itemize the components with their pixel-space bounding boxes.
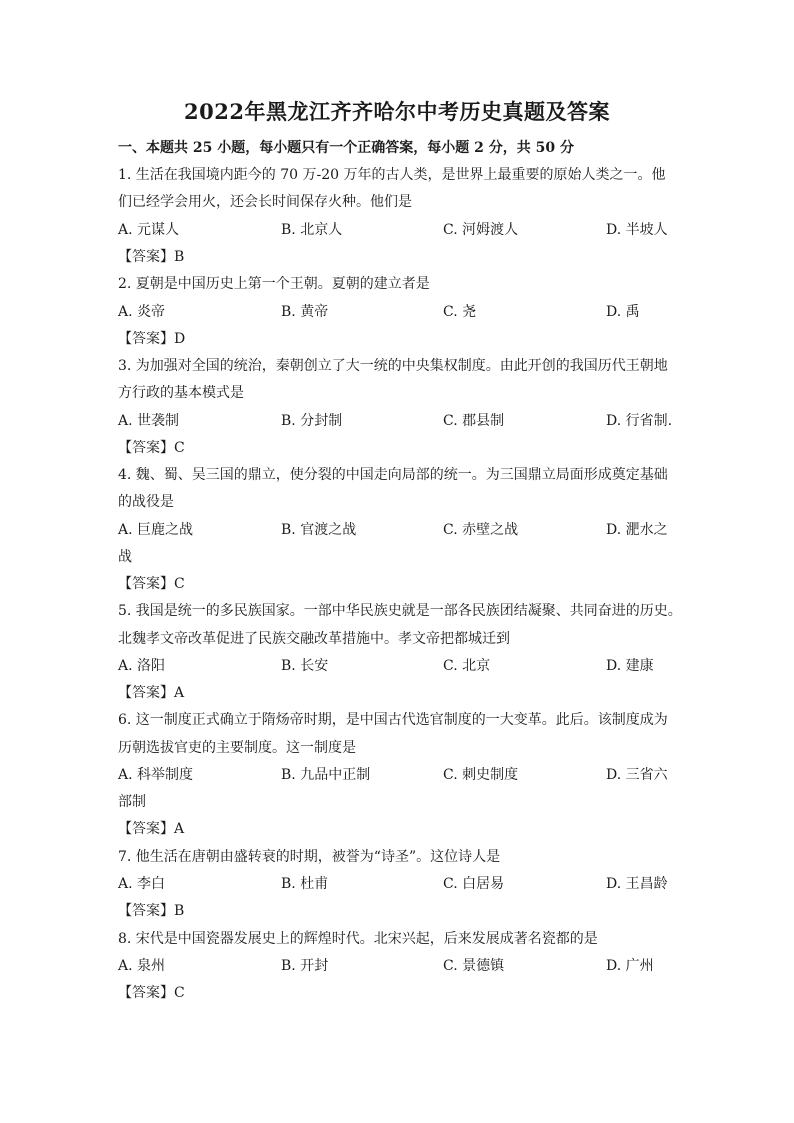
question-3-option-a: A. 世袭制 xyxy=(118,413,180,429)
answer-label: 【答案】 xyxy=(118,440,174,456)
question-6-option-a: A. 科举制度 xyxy=(118,767,194,783)
question-1-option-b: B. 北京人 xyxy=(281,222,343,238)
question-8-option-d: D. 广州 xyxy=(606,958,654,974)
question-8-option-c: C. 景德镇 xyxy=(443,958,505,974)
question-3-option-c: C. 郡县制 xyxy=(443,413,505,429)
question-4-stem-line-2: 的战役是 xyxy=(118,494,174,510)
question-8-stem-line-1: 8. 宋代是中国瓷器发展史上的辉煌时代。北宋兴起，后来发展成著名瓷都的是 xyxy=(118,931,598,947)
question-5-stem-line-2: 北魏孝文帝改革促进了民族交融改革措施中。孝文帝把都城迁到 xyxy=(118,631,510,647)
answer-value: A xyxy=(174,821,185,837)
question-5-answer xyxy=(118,682,184,702)
question-8-answer xyxy=(118,982,185,1002)
question-4-option-b: B. 官渡之战 xyxy=(281,522,357,538)
question-5-option-c: C. 北京 xyxy=(443,658,491,674)
answer-label: 【答案】 xyxy=(118,249,174,265)
question-2-option-a: A. 炎帝 xyxy=(118,304,166,320)
question-1-stem-line-1: 1. 生活在我国境内距今的 70 万-20 万年的古人类，是世界上最重要的原始人类之一。他 xyxy=(118,167,666,183)
question-6-option-c: C. 刺史制度 xyxy=(443,767,519,783)
answer-label: 【答案】 xyxy=(118,985,174,1001)
question-3-option-d: D. 行省制. xyxy=(606,413,673,429)
question-5-stem-line-1: 5. 我国是统一的多民族国家。一部中华民族史就是一部各民族团结凝聚、共同奋进的历史。 xyxy=(118,603,682,619)
question-4-option-a: A. 巨鹿之战 xyxy=(118,522,194,538)
question-3-stem-line-2: 方行政的基本模式是 xyxy=(118,385,244,401)
question-4-option-wrap: 战 xyxy=(118,549,132,565)
question-2-answer xyxy=(118,328,185,348)
question-8-option-b: B. 开封 xyxy=(281,958,329,974)
answer-value: C xyxy=(174,576,185,592)
question-3-answer xyxy=(118,437,185,457)
question-7-option-c: C. 白居易 xyxy=(443,876,505,892)
question-2-stem-line-1: 2. 夏朝是中国历史上第一个王朝。夏朝的建立者是 xyxy=(118,276,430,292)
question-1-option-c: C. 河姆渡人 xyxy=(443,222,519,238)
question-4-answer xyxy=(118,573,185,593)
answer-label: 【答案】 xyxy=(118,331,174,347)
question-6-stem-line-1: 6. 这一制度正式确立于隋炀帝时期，是中国古代选官制度的一大变革。此后。该制度成为 xyxy=(118,712,668,728)
question-7-stem-line-1: 7. 他生活在唐朝由盛转衰的时期，被誉为“诗圣”。这位诗人是 xyxy=(118,849,501,865)
question-6-option-b: B. 九品中正制 xyxy=(281,767,371,783)
page-title: 2022年黑龙江齐齐哈尔中考历史真题及答案 xyxy=(184,99,610,124)
question-6-option-d: D. 三省六 xyxy=(606,767,668,783)
question-7-option-b: B. 杜甫 xyxy=(281,876,329,892)
answer-label: 【答案】 xyxy=(118,903,174,919)
question-1-option-d: D. 半坡人 xyxy=(606,222,668,238)
question-1-option-a: A. 元谋人 xyxy=(118,222,180,238)
question-1-answer xyxy=(118,246,184,266)
question-4-option-d: D. 淝水之 xyxy=(606,522,668,538)
question-4-stem-line-1: 4. 魏、蜀、吴三国的鼎立，使分裂的中国走向局部的统一。为三国鼎立局面形成奠定基础 xyxy=(118,467,668,483)
question-5-option-d: D. 建康 xyxy=(606,658,654,674)
question-2-option-b: B. 黄帝 xyxy=(281,304,329,320)
question-6-stem-line-2: 历朝选拔官吏的主要制度。这一制度是 xyxy=(118,740,356,756)
question-6-option-wrap: 部制 xyxy=(118,794,146,810)
question-7-answer xyxy=(118,900,184,920)
answer-label: 【答案】 xyxy=(118,685,174,701)
answer-value: B xyxy=(174,249,185,265)
answer-value: A xyxy=(174,685,185,701)
question-4-option-c: C. 赤壁之战 xyxy=(443,522,519,538)
section-header: 一、本题共 25 小题，每小题只有一个正确答案，每小题 2 分，共 50 分 xyxy=(118,140,574,156)
question-3-option-b: B. 分封制 xyxy=(281,413,343,429)
answer-value: D xyxy=(174,331,186,347)
question-2-option-c: C. 尧 xyxy=(443,304,477,320)
answer-value: C xyxy=(174,985,185,1001)
answer-label: 【答案】 xyxy=(118,576,174,592)
question-7-option-d: D. 王昌龄 xyxy=(606,876,668,892)
question-1-stem-line-2: 们已经学会用火，还会长时间保存火种。他们是 xyxy=(118,194,412,210)
question-6-answer xyxy=(118,818,184,838)
question-5-option-b: B. 长安 xyxy=(281,658,329,674)
question-7-option-a: A. 李白 xyxy=(118,876,166,892)
answer-value: B xyxy=(174,903,185,919)
question-5-option-a: A. 洛阳 xyxy=(118,658,166,674)
answer-value: C xyxy=(174,440,185,456)
question-2-option-d: D. 禹 xyxy=(606,304,640,320)
question-3-stem-line-1: 3. 为加强对全国的统治，秦朝创立了大一统的中央集权制度。由此开创的我国历代王朝地 xyxy=(118,358,668,374)
answer-label: 【答案】 xyxy=(118,821,174,837)
question-8-option-a: A. 泉州 xyxy=(118,958,166,974)
